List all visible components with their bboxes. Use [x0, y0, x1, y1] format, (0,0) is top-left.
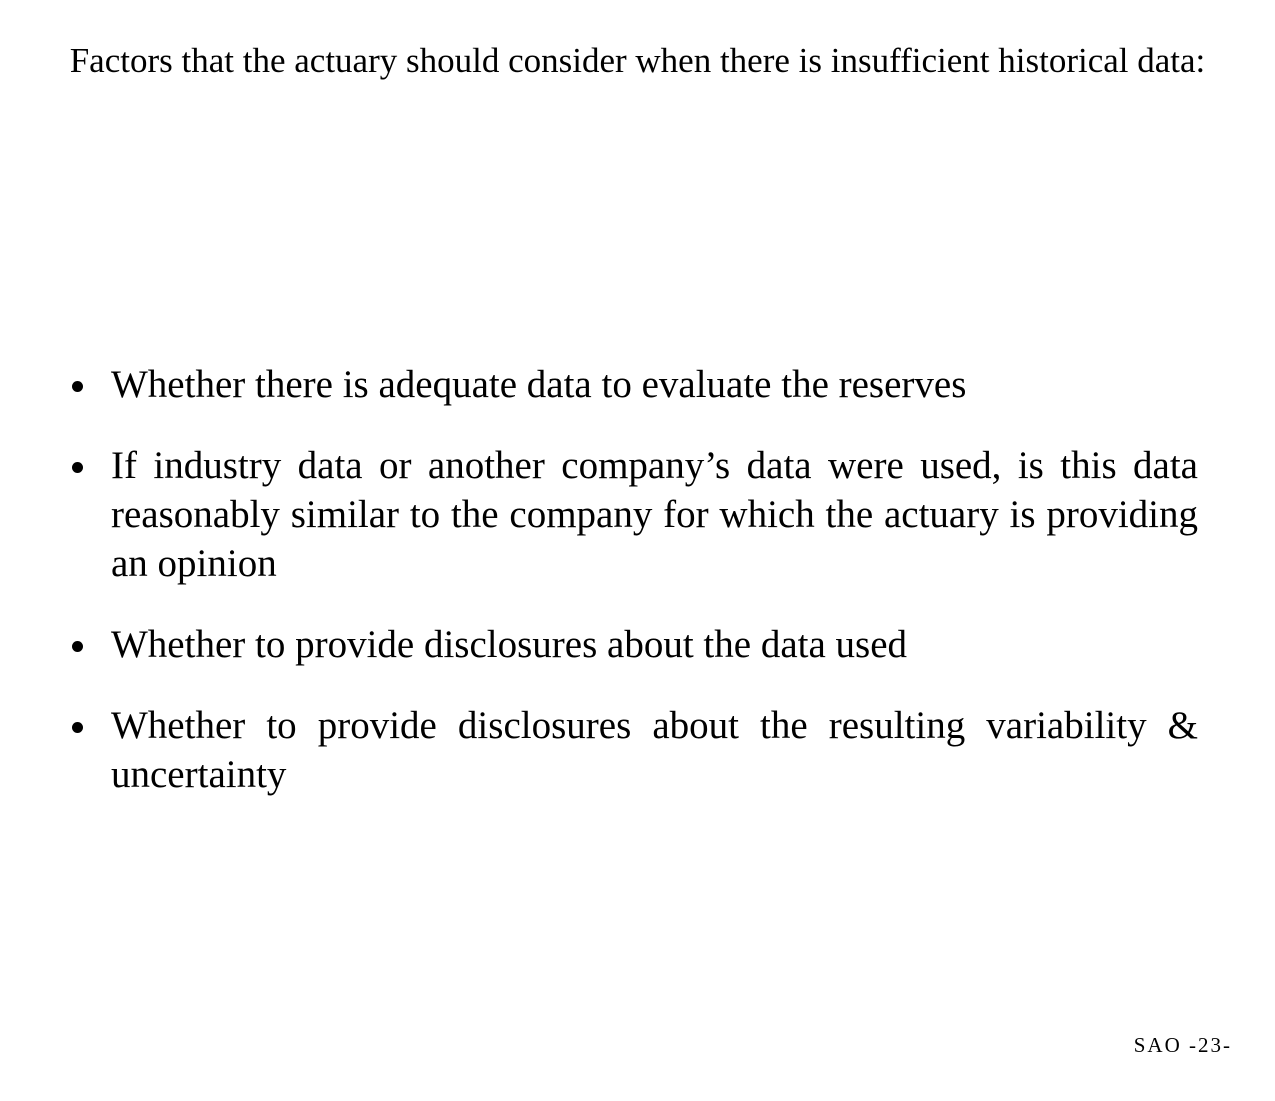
slide-title: Factors that the actuary should consider when there is insufficient historical data: [69, 41, 1206, 80]
bullet-icon [72, 641, 83, 652]
bullet-item-industry-data [62, 441, 1198, 588]
bullet-list [62, 360, 1198, 831]
bullet-icon [72, 381, 83, 392]
bullet-icon [72, 462, 83, 473]
bullet-text: Whether to provide disclosures about the data used [111, 623, 908, 666]
bullet-text: If industry data or another company’s data were used, is this data reasonably similar to the company for which the actuary is providing an opinion [111, 444, 1198, 585]
bullet-icon [72, 722, 83, 733]
bullet-item-variability-disclosures [62, 701, 1198, 799]
bullet-item-data-disclosures [62, 620, 1198, 669]
bullet-text: Whether there is adequate data to evaluate the reserves [111, 363, 967, 406]
bullet-text: Whether to provide disclosures about the resulting variability & uncertainty [111, 704, 1198, 796]
bullet-item-adequate-data [62, 360, 1198, 409]
page-footer-label: SAO -23- [1133, 1033, 1232, 1057]
